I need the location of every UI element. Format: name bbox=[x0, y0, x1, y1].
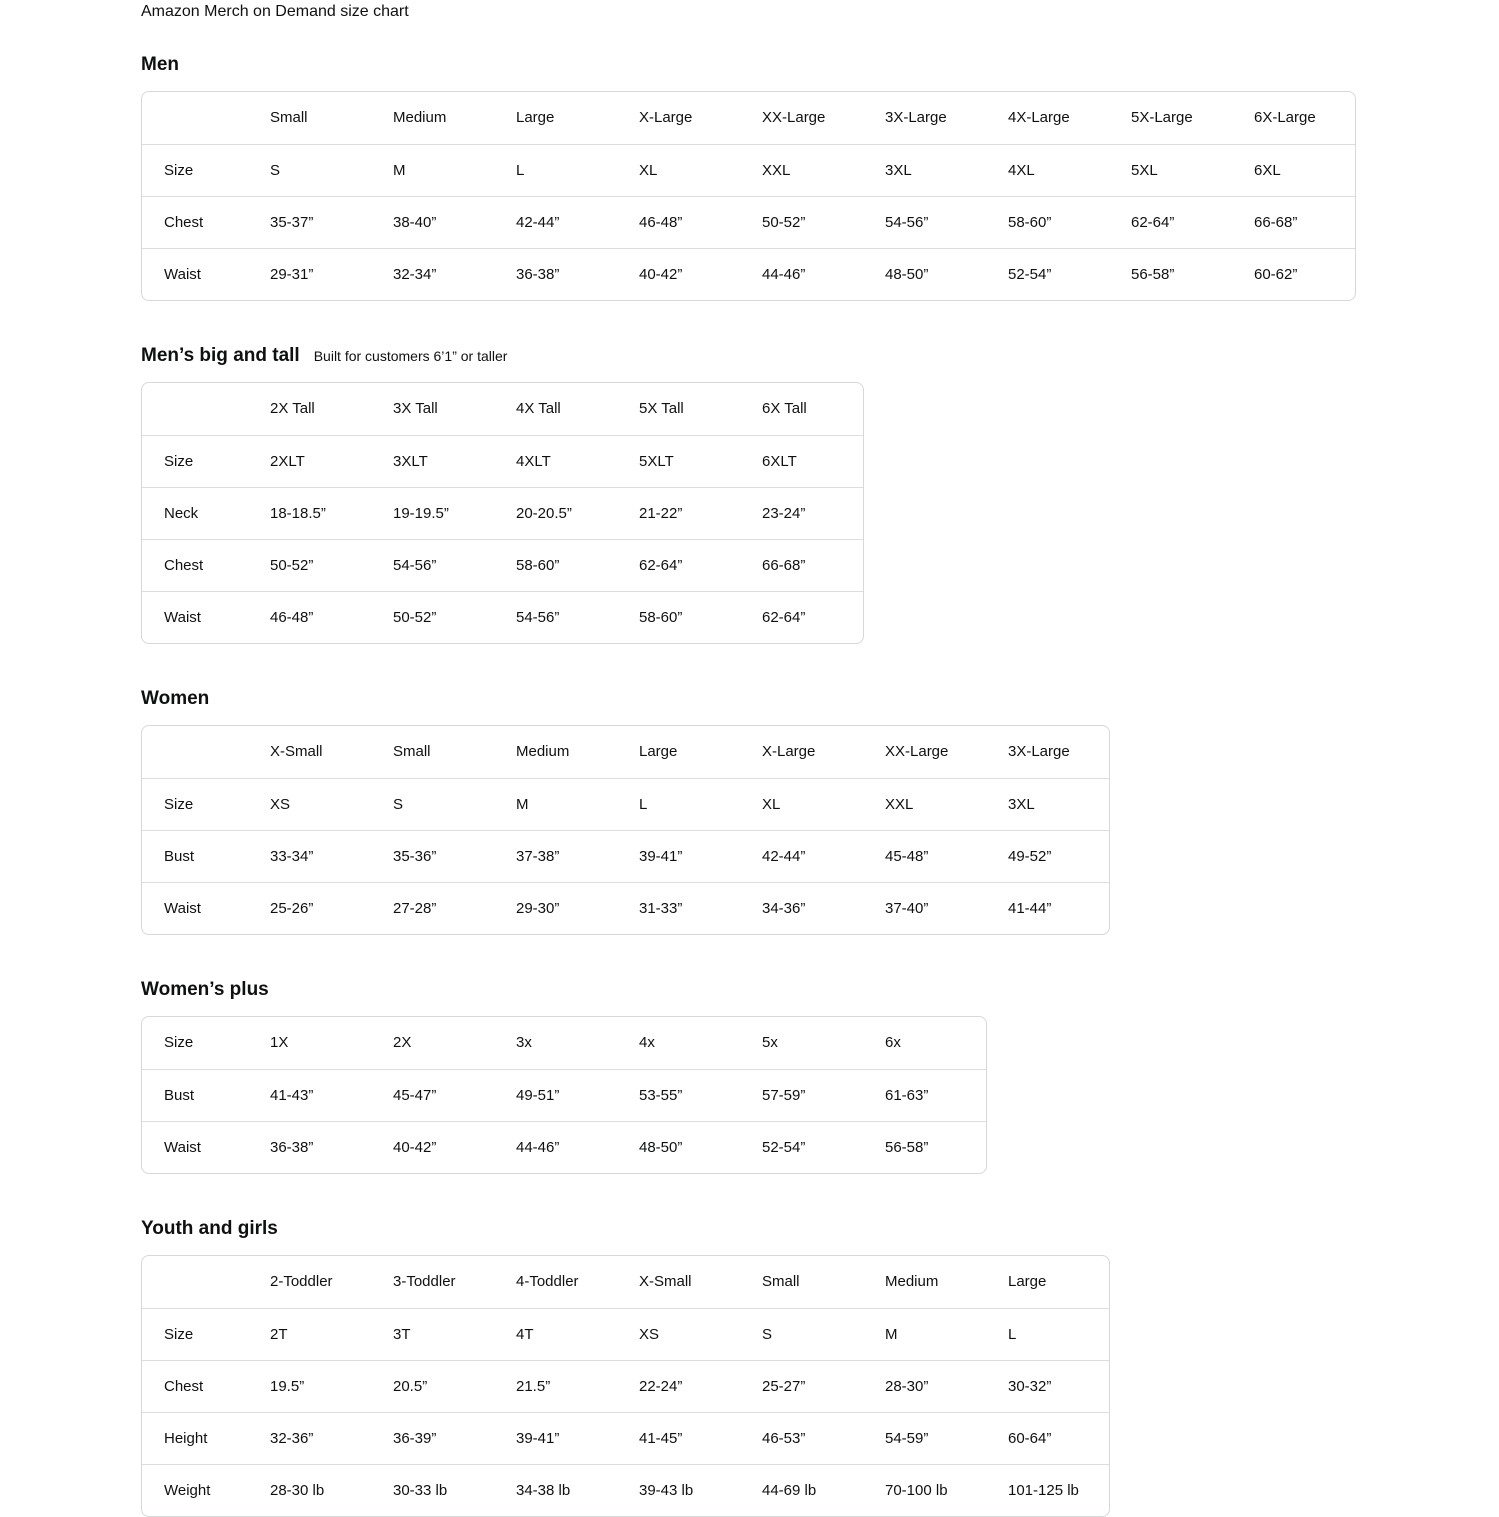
table-cell: XL bbox=[740, 778, 863, 830]
size-table bbox=[141, 382, 864, 644]
column-header: 5X Tall bbox=[639, 400, 684, 417]
table-cell: 29-31” bbox=[248, 248, 371, 300]
table-cell: 3x bbox=[516, 1034, 532, 1051]
size-section bbox=[141, 52, 1499, 301]
table-cell: M bbox=[863, 1308, 986, 1360]
row-label: Bust bbox=[142, 830, 248, 882]
table-cell: 35-37” bbox=[248, 196, 371, 248]
row-label: Waist bbox=[142, 591, 248, 643]
table-cell: 48-50” bbox=[863, 248, 986, 300]
table-cell: 45-47” bbox=[371, 1069, 494, 1121]
table-row bbox=[142, 487, 863, 539]
table-cell: S bbox=[248, 144, 371, 196]
table-cell: 38-40” bbox=[371, 196, 494, 248]
corner-cell bbox=[142, 383, 248, 435]
column-header: 4-Toddler bbox=[516, 1273, 579, 1290]
table-cell: 45-48” bbox=[863, 830, 986, 882]
table-cell: 54-56” bbox=[863, 196, 986, 248]
table-cell: 21-22” bbox=[617, 487, 740, 539]
column-header: Small bbox=[762, 1273, 800, 1290]
row-label: Height bbox=[142, 1412, 248, 1464]
table-cell: 50-52” bbox=[248, 539, 371, 591]
table-row bbox=[142, 1308, 1109, 1360]
row-label: Size bbox=[142, 435, 248, 487]
table-row bbox=[142, 539, 863, 591]
table-cell: 2X bbox=[393, 1034, 412, 1051]
table-cell: 52-54” bbox=[986, 248, 1109, 300]
section-heading bbox=[141, 977, 1499, 1003]
table-cell: 34-38 lb bbox=[494, 1464, 617, 1516]
table-cell: 32-36” bbox=[248, 1412, 371, 1464]
table-cell: 58-60” bbox=[986, 196, 1109, 248]
table-cell: L bbox=[494, 144, 617, 196]
size-table bbox=[141, 1255, 1110, 1517]
column-header: Medium bbox=[516, 743, 570, 760]
row-label: Waist bbox=[142, 1121, 248, 1173]
table-cell: 2T bbox=[248, 1308, 371, 1360]
table-cell: 42-44” bbox=[740, 830, 863, 882]
table-cell: 41-43” bbox=[248, 1069, 371, 1121]
table-cell: XS bbox=[248, 778, 371, 830]
page-title: Amazon Merch on Demand size chart bbox=[141, 3, 409, 20]
table-cell: 36-39” bbox=[371, 1412, 494, 1464]
column-header: XX-Large bbox=[762, 109, 826, 126]
sections-container bbox=[141, 52, 1499, 1517]
row-label: Size bbox=[164, 1034, 194, 1051]
column-header: 4X-Large bbox=[1008, 109, 1070, 126]
column-header: X-Large bbox=[639, 109, 693, 126]
table-cell: 36-38” bbox=[248, 1121, 371, 1173]
table-cell: 39-41” bbox=[617, 830, 740, 882]
table-cell: 62-64” bbox=[617, 539, 740, 591]
table-cell: 5XL bbox=[1109, 144, 1232, 196]
column-header: XX-Large bbox=[885, 743, 949, 760]
table-cell: 42-44” bbox=[494, 196, 617, 248]
section-heading bbox=[141, 343, 1499, 369]
column-header: 4X Tall bbox=[516, 400, 561, 417]
table-cell: 5XLT bbox=[617, 435, 740, 487]
table-cell: 4XLT bbox=[494, 435, 617, 487]
section-heading bbox=[141, 52, 1499, 78]
table-cell: 57-59” bbox=[740, 1069, 863, 1121]
table-cell: 46-48” bbox=[617, 196, 740, 248]
column-header: 2-Toddler bbox=[270, 1273, 333, 1290]
table-cell: 46-53” bbox=[740, 1412, 863, 1464]
column-header-row bbox=[142, 92, 1355, 144]
table-row bbox=[142, 196, 1355, 248]
table-row bbox=[142, 1360, 1109, 1412]
table-cell: 6XL bbox=[1232, 144, 1355, 196]
table-cell: 39-41” bbox=[494, 1412, 617, 1464]
section-heading bbox=[141, 686, 1499, 712]
table-cell: 41-45” bbox=[617, 1412, 740, 1464]
row-label: Chest bbox=[142, 196, 248, 248]
table-cell: 44-46” bbox=[494, 1121, 617, 1173]
column-header: Small bbox=[270, 109, 308, 126]
row-label: Neck bbox=[142, 487, 248, 539]
row-label: Size bbox=[142, 144, 248, 196]
section-heading bbox=[141, 1216, 1499, 1242]
table-cell: 3XL bbox=[863, 144, 986, 196]
table-cell: 66-68” bbox=[740, 539, 863, 591]
section-subtitle: Built for customers 6’1” or taller bbox=[313, 348, 508, 364]
table-cell: 52-54” bbox=[740, 1121, 863, 1173]
table-cell: 30-33 lb bbox=[371, 1464, 494, 1516]
column-header: X-Large bbox=[762, 743, 816, 760]
table-row bbox=[142, 1069, 986, 1121]
table-cell: 25-27” bbox=[740, 1360, 863, 1412]
table-row bbox=[142, 1464, 1109, 1516]
table-row bbox=[142, 1412, 1109, 1464]
table-cell: 60-64” bbox=[986, 1412, 1109, 1464]
table-cell: 23-24” bbox=[740, 487, 863, 539]
column-header: Large bbox=[639, 743, 678, 760]
table-cell: M bbox=[371, 144, 494, 196]
row-label: Chest bbox=[142, 539, 248, 591]
table-cell: L bbox=[986, 1308, 1109, 1360]
table-cell: 48-50” bbox=[617, 1121, 740, 1173]
table-cell: 50-52” bbox=[371, 591, 494, 643]
row-label: Size bbox=[142, 1308, 248, 1360]
table-cell: 29-30” bbox=[494, 882, 617, 934]
table-cell: 1X bbox=[270, 1034, 289, 1051]
table-cell: 56-58” bbox=[863, 1121, 986, 1173]
column-header: 3X-Large bbox=[885, 109, 947, 126]
column-header: 3X Tall bbox=[393, 400, 438, 417]
table-cell: 66-68” bbox=[1232, 196, 1355, 248]
corner-cell bbox=[142, 726, 248, 778]
table-cell: 60-62” bbox=[1232, 248, 1355, 300]
table-cell: 37-40” bbox=[863, 882, 986, 934]
column-header: Small bbox=[393, 743, 431, 760]
column-header: X-Small bbox=[270, 743, 323, 760]
table-cell: 37-38” bbox=[494, 830, 617, 882]
section-title: Youth and girls bbox=[141, 1218, 278, 1239]
table-cell: 40-42” bbox=[617, 248, 740, 300]
table-cell: 3XLT bbox=[371, 435, 494, 487]
row-label: Chest bbox=[142, 1360, 248, 1412]
column-header-row bbox=[142, 383, 863, 435]
table-cell: 39-43 lb bbox=[617, 1464, 740, 1516]
table-cell: 22-24” bbox=[617, 1360, 740, 1412]
table-cell: 21.5” bbox=[494, 1360, 617, 1412]
table-cell: 6XLT bbox=[740, 435, 863, 487]
column-header-row bbox=[142, 1256, 1109, 1308]
table-cell: 40-42” bbox=[371, 1121, 494, 1173]
table-cell: 101-125 lb bbox=[986, 1464, 1109, 1516]
table-cell: XXL bbox=[863, 778, 986, 830]
table-row bbox=[142, 435, 863, 487]
corner-cell bbox=[142, 1256, 248, 1308]
table-cell: 44-69 lb bbox=[740, 1464, 863, 1516]
size-section bbox=[141, 1216, 1499, 1517]
table-cell: 5x bbox=[762, 1034, 778, 1051]
section-title: Men’s big and tall bbox=[141, 345, 300, 366]
column-header: 3X-Large bbox=[1008, 743, 1070, 760]
table-row bbox=[142, 830, 1109, 882]
row-label: Bust bbox=[142, 1069, 248, 1121]
table-cell: 49-51” bbox=[494, 1069, 617, 1121]
table-cell: 56-58” bbox=[1109, 248, 1232, 300]
table-cell: 61-63” bbox=[863, 1069, 986, 1121]
table-cell: 4T bbox=[494, 1308, 617, 1360]
table-row bbox=[142, 1121, 986, 1173]
table-cell: 2XLT bbox=[248, 435, 371, 487]
row-label: Waist bbox=[142, 248, 248, 300]
table-cell: 6x bbox=[885, 1034, 901, 1051]
table-cell: M bbox=[494, 778, 617, 830]
column-header: 5X-Large bbox=[1131, 109, 1193, 126]
table-cell: XL bbox=[617, 144, 740, 196]
table-cell: XXL bbox=[740, 144, 863, 196]
table-cell: 36-38” bbox=[494, 248, 617, 300]
table-cell: 34-36” bbox=[740, 882, 863, 934]
table-row bbox=[142, 778, 1109, 830]
column-header-row bbox=[142, 726, 1109, 778]
table-row bbox=[142, 882, 1109, 934]
table-cell: 20.5” bbox=[371, 1360, 494, 1412]
table-cell: 28-30” bbox=[863, 1360, 986, 1412]
column-header: 2X Tall bbox=[270, 400, 315, 417]
table-cell: 19.5” bbox=[248, 1360, 371, 1412]
table-cell: 30-32” bbox=[986, 1360, 1109, 1412]
table-cell: 33-34” bbox=[248, 830, 371, 882]
table-cell: 19-19.5” bbox=[371, 487, 494, 539]
table-cell: XS bbox=[617, 1308, 740, 1360]
table-cell: 27-28” bbox=[371, 882, 494, 934]
table-cell: 54-59” bbox=[863, 1412, 986, 1464]
size-table bbox=[141, 725, 1110, 935]
table-cell: 50-52” bbox=[740, 196, 863, 248]
table-cell: 58-60” bbox=[494, 539, 617, 591]
row-label: Weight bbox=[142, 1464, 248, 1516]
table-cell: 4XL bbox=[986, 144, 1109, 196]
table-cell: 41-44” bbox=[986, 882, 1109, 934]
column-header: Large bbox=[1008, 1273, 1047, 1290]
table-cell: 44-46” bbox=[740, 248, 863, 300]
table-cell: 3T bbox=[371, 1308, 494, 1360]
table-cell: 53-55” bbox=[617, 1069, 740, 1121]
table-row bbox=[142, 1017, 986, 1069]
table-cell: 18-18.5” bbox=[248, 487, 371, 539]
table-cell: 32-34” bbox=[371, 248, 494, 300]
size-section bbox=[141, 343, 1499, 644]
table-cell: 28-30 lb bbox=[248, 1464, 371, 1516]
column-header: Medium bbox=[393, 109, 447, 126]
table-cell: 46-48” bbox=[248, 591, 371, 643]
column-header: Medium bbox=[885, 1273, 939, 1290]
size-table bbox=[141, 1016, 987, 1174]
column-header: X-Small bbox=[639, 1273, 692, 1290]
size-section bbox=[141, 686, 1499, 935]
table-row bbox=[142, 248, 1355, 300]
size-table bbox=[141, 91, 1356, 301]
table-row bbox=[142, 144, 1355, 196]
table-cell: 54-56” bbox=[494, 591, 617, 643]
table-cell: 70-100 lb bbox=[863, 1464, 986, 1516]
table-cell: 31-33” bbox=[617, 882, 740, 934]
column-header: 6X-Large bbox=[1254, 109, 1316, 126]
table-cell: 62-64” bbox=[740, 591, 863, 643]
table-cell: 58-60” bbox=[617, 591, 740, 643]
table-row bbox=[142, 591, 863, 643]
section-title: Men bbox=[141, 54, 179, 75]
section-title: Women’s plus bbox=[141, 979, 269, 1000]
column-header: 6X Tall bbox=[762, 400, 807, 417]
row-label: Waist bbox=[142, 882, 248, 934]
table-cell: 49-52” bbox=[986, 830, 1109, 882]
table-cell: L bbox=[617, 778, 740, 830]
table-cell: 20-20.5” bbox=[494, 487, 617, 539]
table-cell: 4x bbox=[639, 1034, 655, 1051]
column-header: Large bbox=[516, 109, 555, 126]
size-section bbox=[141, 977, 1499, 1174]
table-cell: 62-64” bbox=[1109, 196, 1232, 248]
table-cell: 3XL bbox=[986, 778, 1109, 830]
table-cell: S bbox=[371, 778, 494, 830]
table-cell: 35-36” bbox=[371, 830, 494, 882]
row-label: Size bbox=[142, 778, 248, 830]
table-cell: S bbox=[740, 1308, 863, 1360]
corner-cell bbox=[142, 92, 248, 144]
section-title: Women bbox=[141, 688, 210, 709]
table-cell: 25-26” bbox=[248, 882, 371, 934]
column-header: 3-Toddler bbox=[393, 1273, 456, 1290]
table-cell: 54-56” bbox=[371, 539, 494, 591]
